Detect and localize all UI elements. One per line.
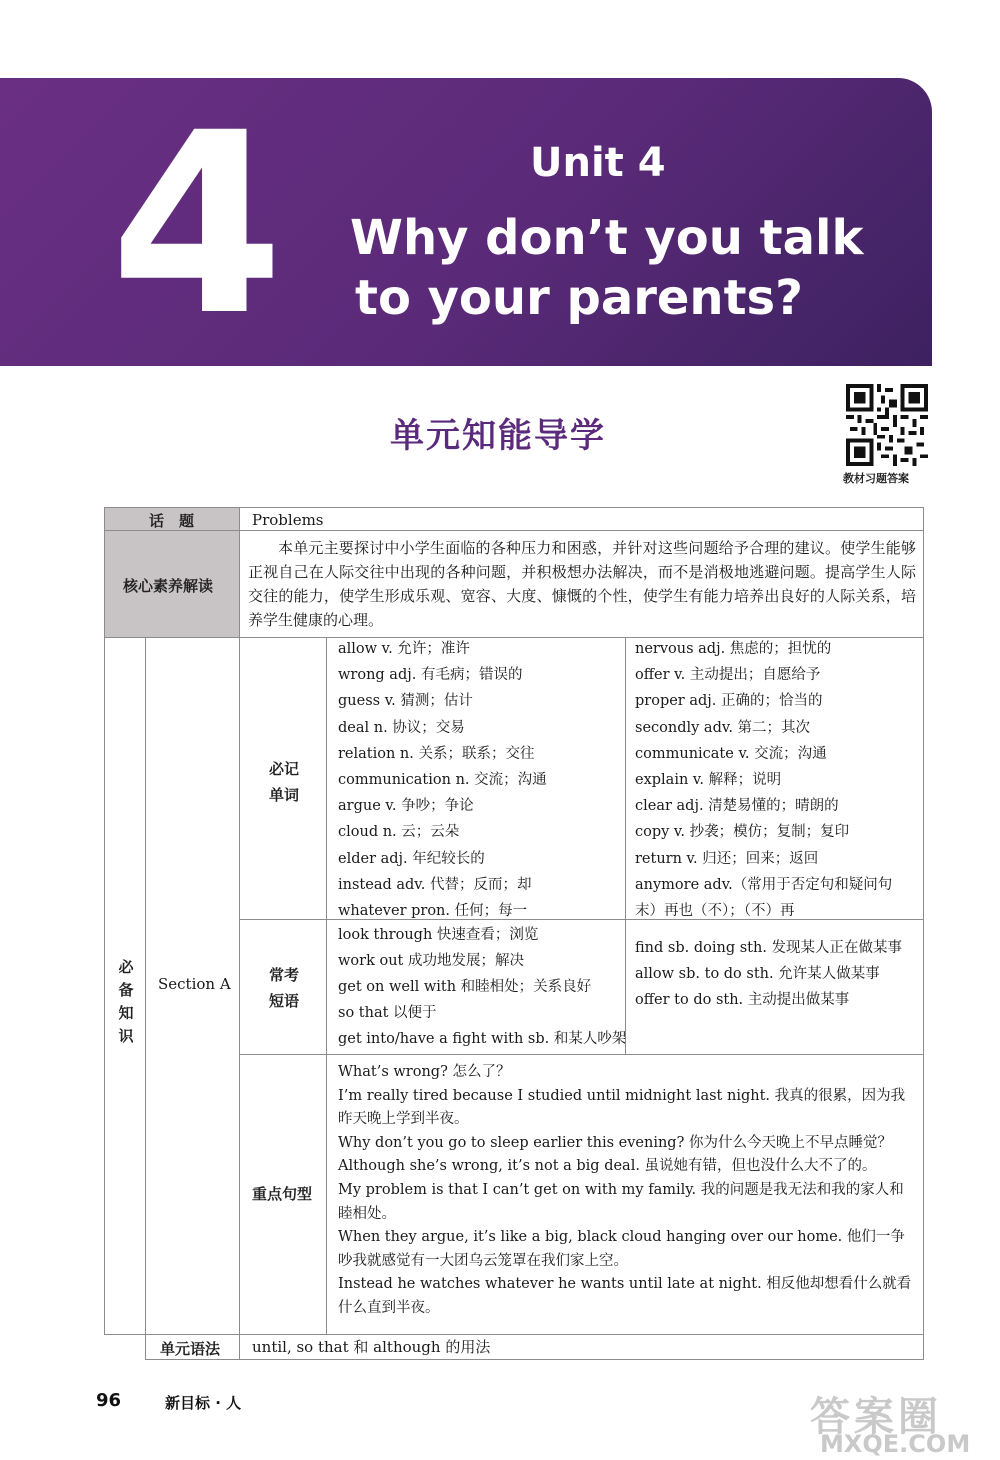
phrase-item: offer to do sth. 主动提出做某事 bbox=[635, 992, 850, 1008]
sentences-list bbox=[338, 1061, 918, 1321]
topic-value-cell bbox=[239, 507, 924, 531]
essential-label-cell bbox=[104, 637, 146, 1335]
page-number: 96 bbox=[96, 1390, 122, 1411]
words-label-cell bbox=[239, 637, 327, 920]
word-item: nervous adj. 焦虑的；担忧的 bbox=[635, 641, 832, 657]
phrase-item: look through 快速查看；浏览 bbox=[338, 927, 539, 943]
sentence-item: Although she’s wrong, it’s not a big deal. 虽说她有错，但也没什么大不了的。 bbox=[338, 1158, 877, 1175]
unit-title-line2: to your parents? bbox=[355, 270, 803, 326]
grammar-label-cell bbox=[145, 1334, 240, 1360]
series-name: 新目标 · 人 bbox=[165, 1394, 242, 1412]
words-label: 必记单词 bbox=[268, 760, 299, 804]
grammar-value-cell bbox=[239, 1334, 924, 1360]
phrase-item: find sb. doing sth. 发现某人正在做某事 bbox=[635, 940, 903, 956]
word-item: secondly adv. 第二；其次 bbox=[635, 719, 811, 736]
word-item: whatever pron. 任何；每一 bbox=[338, 903, 528, 920]
section-heading: 单元知能导学 bbox=[390, 416, 606, 456]
phrases-label-cell bbox=[239, 919, 327, 1055]
watermark-url: MXQE.COM bbox=[820, 1430, 971, 1458]
word-item: instead adv. 代替；反而；却 bbox=[338, 876, 532, 893]
core-label-cell bbox=[104, 530, 240, 638]
knowledge-table bbox=[104, 507, 924, 1360]
word-item: guess v. 猜测；估计 bbox=[338, 693, 473, 710]
phrases-left-list bbox=[338, 922, 626, 1052]
word-item: proper adj. 正确的；恰当的 bbox=[635, 693, 823, 710]
word-item: deal n. 协议；交易 bbox=[338, 719, 465, 736]
sentences-label-cell bbox=[239, 1054, 327, 1335]
core-text: 本单元主要探讨中小学生面临的各种压力和困惑，并针对这些问题给予合理的建议。使学生能够正视自己在人际交往中出现的各种问题，并积极想办法解决，而不是消极地逃避问题。提高学生人际交往的能力，使学生形成乐观、宽容、大度、慷慨的个性，使学生有能力培养出良好的人际关系，培养学生健康的心理。 bbox=[248, 539, 916, 629]
words-left-list bbox=[338, 636, 547, 924]
word-item: offer v. 主动提出；自愿给予 bbox=[635, 667, 821, 684]
phrase-item: get on well with 和睦相处；关系良好 bbox=[338, 979, 592, 995]
sentence-item: My problem is that I can’t get on with my family. 我的问题是我无法和我的家人和睦相处。 bbox=[338, 1181, 904, 1222]
words-left-cell bbox=[326, 637, 626, 920]
word-item: communicate v. 交流；沟通 bbox=[635, 745, 827, 762]
grammar-label: 单元语法 bbox=[160, 1340, 221, 1358]
qr-caption: 教材习题答案 bbox=[843, 472, 909, 485]
topic-label-cell bbox=[104, 507, 240, 531]
phrase-item: allow sb. to do sth. 允许某人做某事 bbox=[635, 966, 880, 982]
section-a-label: Section A bbox=[158, 975, 231, 993]
word-item: communication n. 交流；沟通 bbox=[338, 772, 547, 789]
word-item: 末）再也（不）；（不）再 bbox=[635, 903, 795, 920]
word-item: clear adj. 清楚易懂的；晴朗的 bbox=[635, 798, 839, 815]
phrase-item: get into/have a fight with sb. 和某人吵架 bbox=[338, 1031, 627, 1047]
word-item: explain v. 解释；说明 bbox=[635, 772, 782, 789]
sentences-cell bbox=[326, 1054, 924, 1335]
core-label: 核心素养解读 bbox=[123, 577, 214, 595]
sentence-item: When they argue, it’s like a big, black cloud hanging over our home. 他们一争吵我就感觉有一大团乌云笼罩在我们家上空。 bbox=[338, 1229, 905, 1269]
words-right-cell bbox=[625, 637, 924, 920]
word-item: relation n. 关系；联系；交往 bbox=[338, 745, 535, 762]
phrases-label: 常考短语 bbox=[268, 966, 299, 1010]
words-right-list bbox=[635, 636, 892, 924]
phrases-left-cell bbox=[326, 919, 626, 1055]
word-item: return v. 归还；回来；返回 bbox=[635, 850, 819, 867]
section-a-cell bbox=[145, 637, 240, 1335]
phrases-right-cell bbox=[625, 919, 924, 1055]
sentence-item: I’m really tired because I studied until midnight last night. 我真的很累，因为我昨天晚上学到半夜。 bbox=[338, 1087, 906, 1128]
phrase-item: so that 以便于 bbox=[338, 1005, 437, 1021]
phrases-right-list bbox=[635, 935, 917, 1013]
word-item: elder adj. 年纪较长的 bbox=[338, 850, 485, 867]
topic-label: 话 题 bbox=[149, 512, 195, 530]
sentence-item: Instead he watches whatever he wants until late at night. 相反他却想看什么就看什么直到半夜。 bbox=[338, 1276, 912, 1316]
unit-number: 4 bbox=[110, 79, 284, 370]
word-item: wrong adj. 有毛病；错误的 bbox=[338, 667, 523, 684]
sentence-item: What’s wrong? 怎么了？ bbox=[338, 1064, 511, 1080]
essential-label: 必备知识 bbox=[118, 958, 134, 1045]
word-item: anymore adv.（常用于否定句和疑问句 bbox=[635, 876, 893, 893]
qr-code-icon bbox=[846, 384, 928, 466]
sentences-label: 重点句型 bbox=[252, 1185, 313, 1203]
sentence-item: Why don’t you go to sleep earlier this evening? 你为什么今天晚上不早点睡觉？ bbox=[338, 1134, 892, 1151]
word-item: cloud n. 云；云朵 bbox=[338, 824, 460, 841]
grammar-value: until, so that 和 although 的用法 bbox=[252, 1338, 491, 1356]
unit-title-line1: Why don’t you talk bbox=[350, 210, 864, 266]
word-item: allow v. 允许；准许 bbox=[338, 641, 470, 657]
unit-label: Unit 4 bbox=[530, 140, 666, 186]
word-item: argue v. 争吵；争论 bbox=[338, 798, 474, 815]
word-item: copy v. 抄袭；模仿；复制；复印 bbox=[635, 824, 850, 841]
watermark-logo: 答案圈 bbox=[810, 1394, 942, 1440]
core-text-cell bbox=[239, 530, 924, 638]
topic-value: Problems bbox=[252, 511, 324, 529]
phrase-item: work out 成功地发展；解决 bbox=[338, 953, 524, 969]
